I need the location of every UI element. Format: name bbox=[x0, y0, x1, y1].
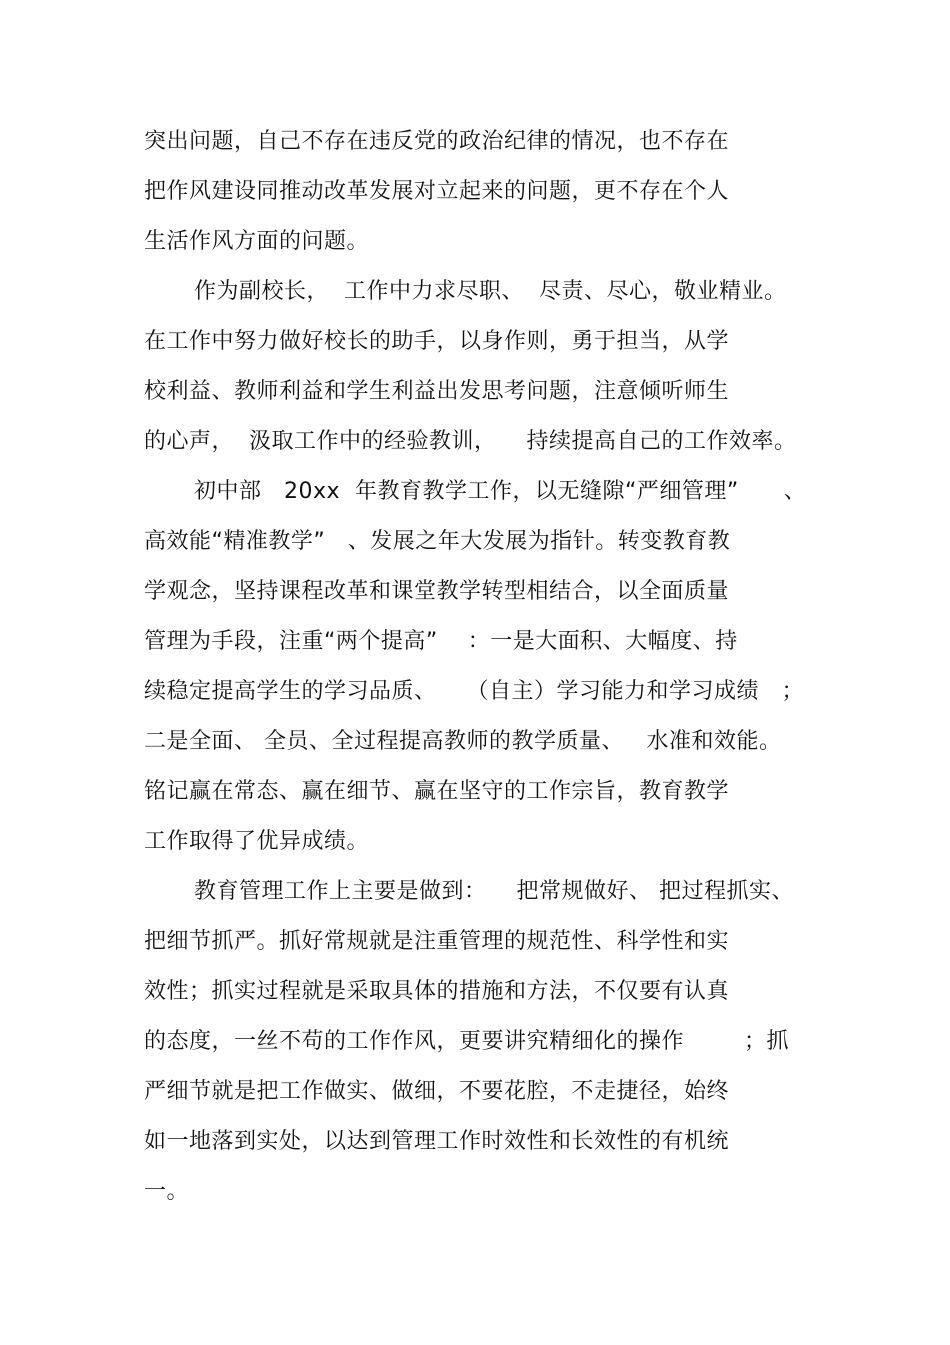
text-line: 学观念，坚持课程改革和课堂教学转型相结合，以全面质量 bbox=[144, 579, 730, 604]
paragraph-start-line: 作为副校长， 工作中力求尽职、 尽责、尽心，敬业精业。 bbox=[194, 279, 787, 304]
text-line: 铭记赢在常态、赢在细节、赢在坚守的工作宗旨，教育教学 bbox=[144, 779, 730, 804]
text-line: 高效能“精准教学” 、发展之年大发展为指针。转变教育教 bbox=[144, 529, 731, 554]
text-line: 二是全面、 全员、全过程提高教师的教学质量、 水准和效能。 bbox=[144, 729, 782, 754]
text-line: 生活作风方面的问题。 bbox=[144, 229, 370, 254]
text-line: 效性；抓实过程就是采取具体的措施和方法，不仅要有认真 bbox=[144, 979, 730, 1004]
text-line: 严细节就是把工作做实、做细，不要花腔，不走捷径，始终 bbox=[144, 1079, 730, 1104]
text-line: 工作取得了优异成绩。 bbox=[144, 829, 370, 854]
document-body bbox=[144, 120, 814, 1220]
text-line: 的心声， 汲取工作中的经验教训， 持续提高自己的工作效率。 bbox=[144, 429, 797, 454]
paragraph-start-line: 教育管理工作上主要是做到： 把常规做好、 把过程抓实、 bbox=[194, 879, 794, 904]
text-line: 如一地落到实处，以达到管理工作时效性和长效性的有机统 bbox=[144, 1129, 730, 1154]
text-line: 校利益、教师利益和学生利益出发思考问题，注意倾听师生 bbox=[144, 379, 730, 404]
text-line: 在工作中努力做好校长的助手，以身作则，勇于担当，从学 bbox=[144, 329, 730, 354]
text-line: 突出问题，自己不存在违反党的政治纪律的情况，也不存在 bbox=[144, 129, 730, 154]
text-line: 把细节抓严。抓好常规就是注重管理的规范性、科学性和实 bbox=[144, 929, 730, 954]
text-line: 把作风建设同推动改革发展对立起来的问题，更不存在个人 bbox=[144, 179, 730, 204]
text-line: 管理为手段，注重“两个提高” ：一是大面积、大幅度、持 bbox=[144, 629, 738, 654]
text-line: 续稳定提高学生的学习品质、 （自主）学习能力和学习成绩 ； bbox=[144, 679, 804, 704]
text-line: 一。 bbox=[144, 1179, 190, 1204]
text-line: 的态度，一丝不苟的工作作风，更要讲究精细化的操作 ；抓 bbox=[144, 1029, 789, 1054]
paragraph-start-line: 初中部 20xx 年教育教学工作，以无缝隙“严细管理” 、 bbox=[194, 479, 807, 504]
